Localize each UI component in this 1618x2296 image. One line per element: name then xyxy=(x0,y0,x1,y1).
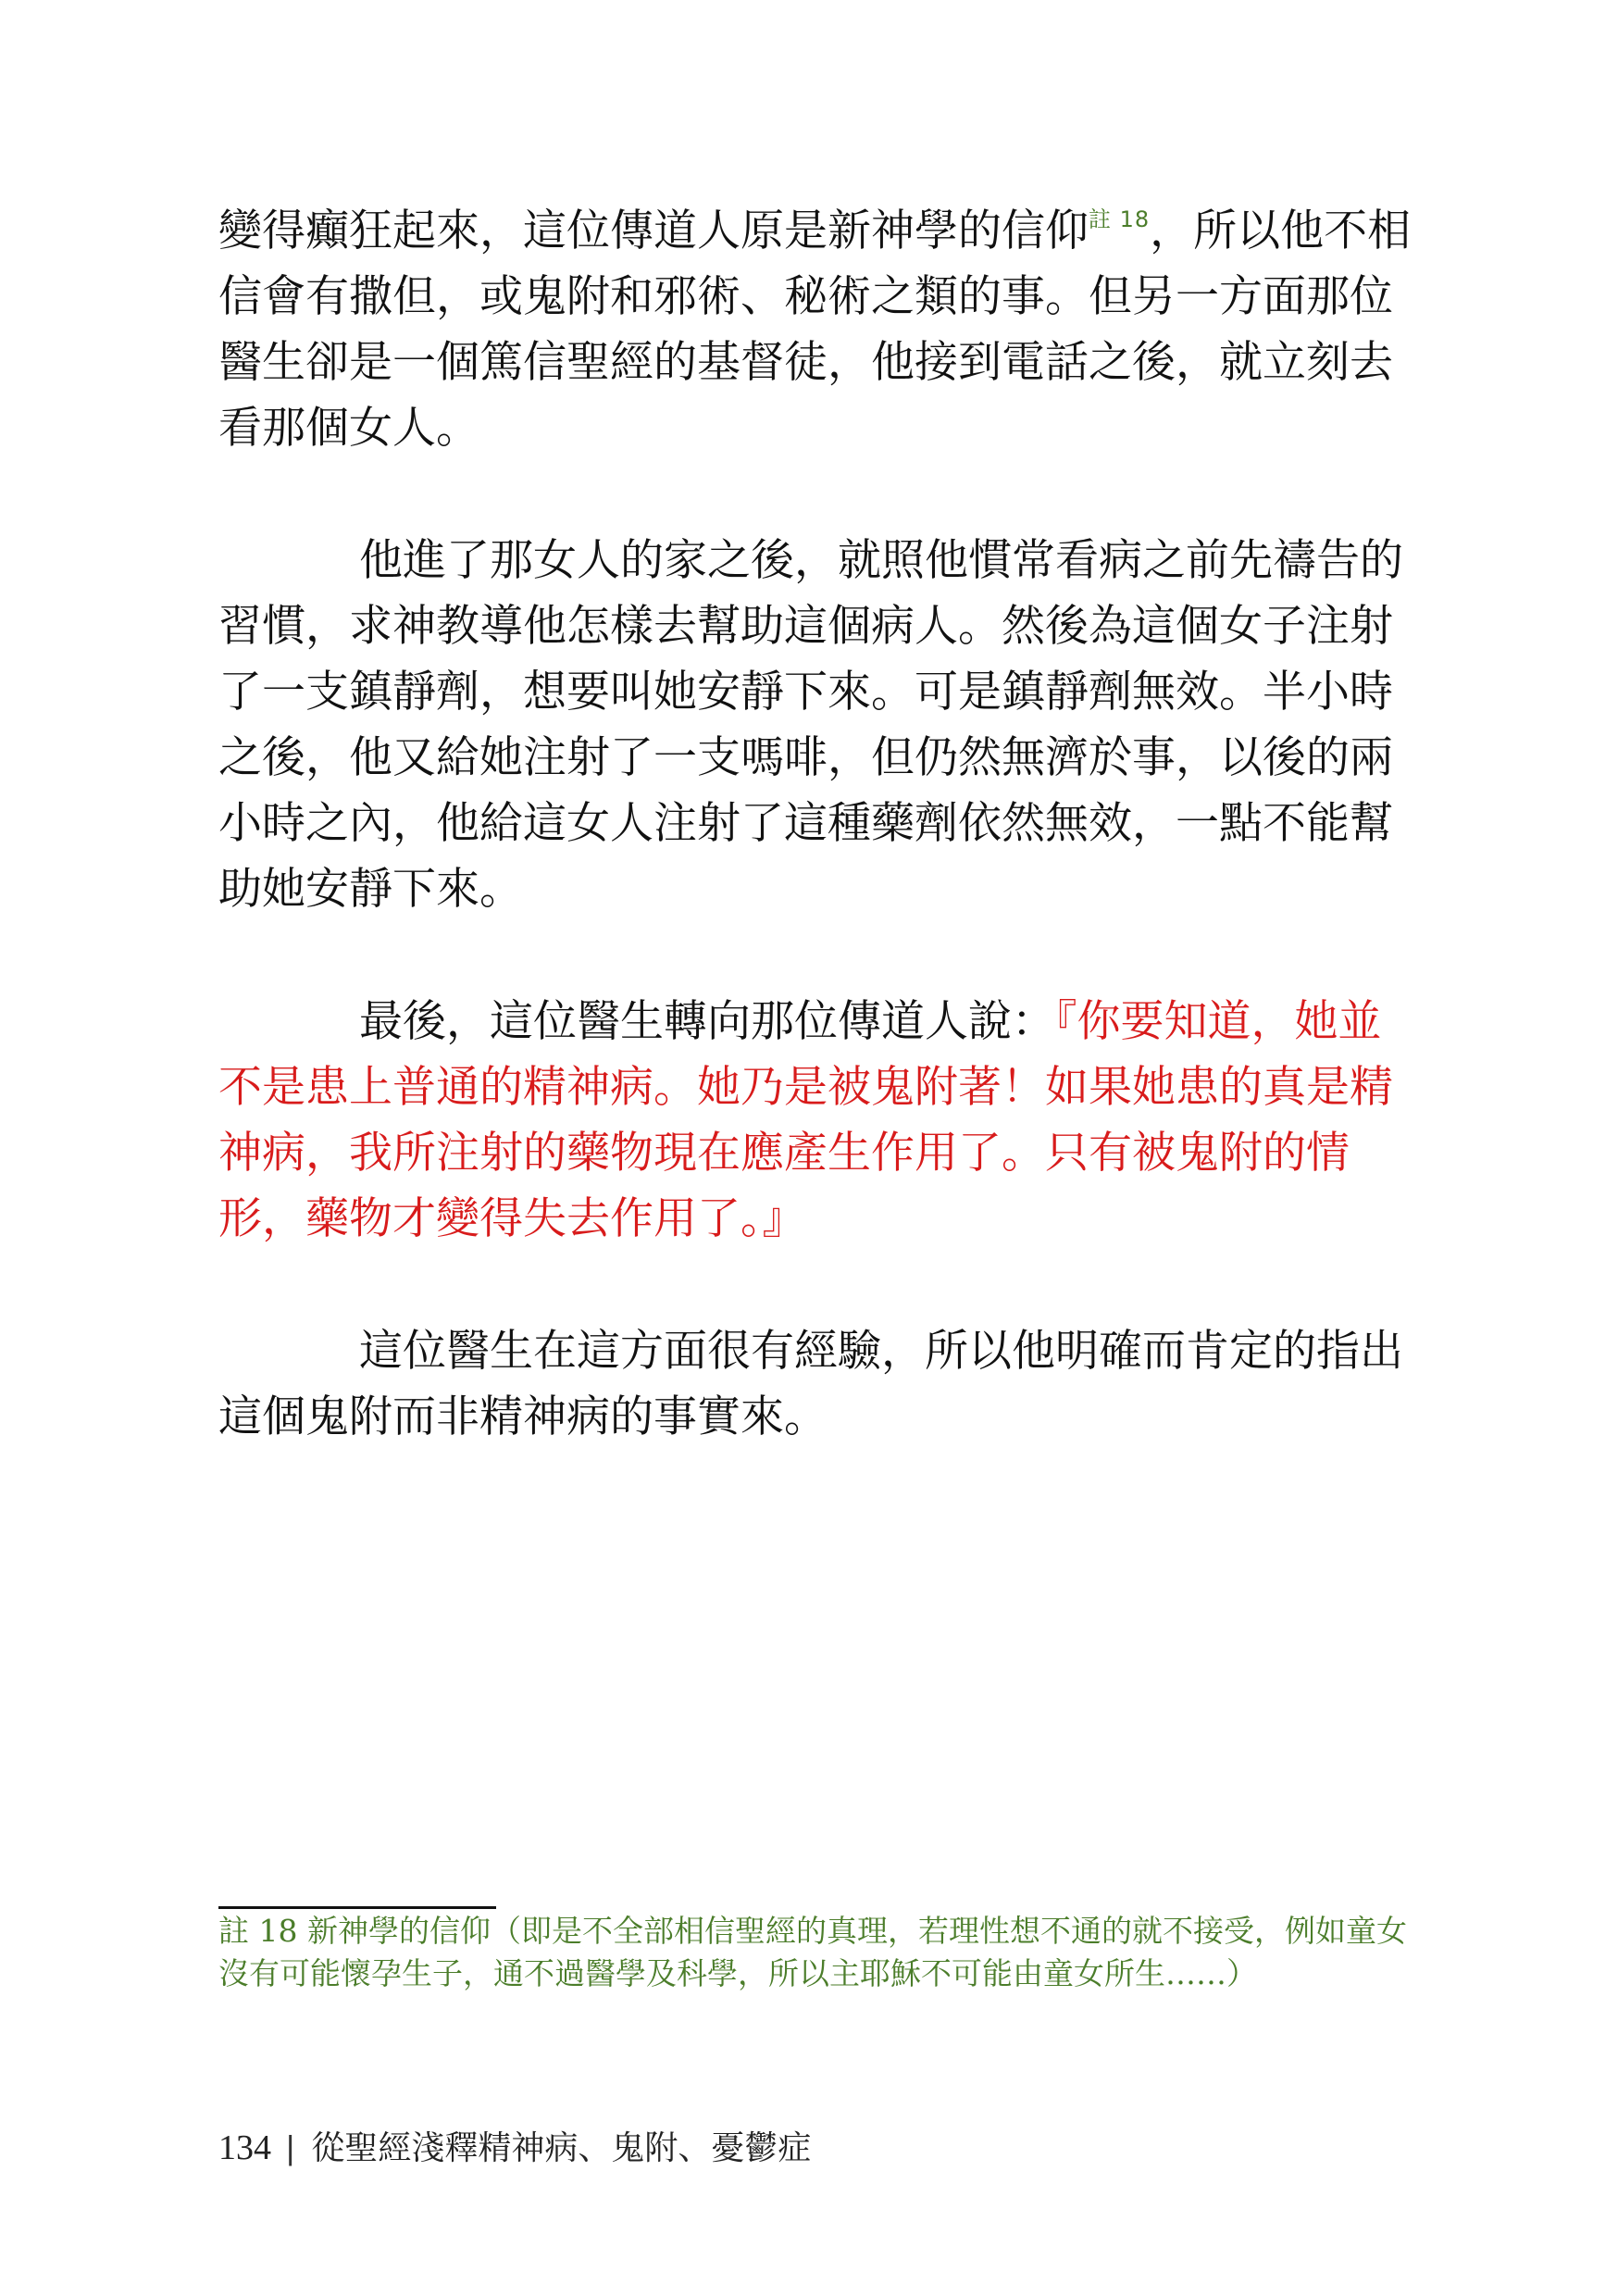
paragraph-1 xyxy=(218,198,1413,461)
paragraph-3 xyxy=(218,989,1413,1252)
paragraph-4: 這位醫生在這方面很有經驗，所以他明確而肯定的指出這個鬼附而非精神病的事實來。 xyxy=(218,1326,1403,1442)
paragraph-1-text-after-ref: ，所以他不相信會有撒但，或鬼附和邪術、秘術之類的事。但另一方面那位醫生卻是一個篤信聖經的基督徒，他接到電話之後，就立刻去看那個女人。 xyxy=(218,206,1412,454)
paragraph-1-text-before-ref: 變得癲狂起來，這位傳道人原是新神學的信仰 xyxy=(218,206,1089,256)
paragraph-2: 他進了那女人的家之後，就照他慣常看病之前先禱告的習慣，求神教導他怎樣去幫助這個病人。然後為這個女子注射了一支鎮靜劑，想要叫她安靜下來。可是鎮靜劑無效。半小時之後，他又給她注射了一支嗎啡，但仍然無濟於事，以後的兩小時之內，他給這女人注射了這種藥劑依然無效，一點不能幫助她安靜下來。 xyxy=(218,535,1403,915)
footer-separator: | xyxy=(286,2128,295,2166)
page-number: 134 xyxy=(218,2128,271,2167)
page-footer xyxy=(218,2127,811,2170)
footnote-18: 註 18 新神學的信仰（即是不全部相信聖經的真理，若理性想不通的就不接受，例如童女沒有可能懷孕生子，通不過醫學及科學，所以主耶穌不可能由童女所生……） xyxy=(218,1913,1407,1991)
book-title: 從聖經淺釋精神病、鬼附、憂鬱症 xyxy=(311,2129,812,2167)
footnote-reference[interactable]: 註 18 xyxy=(1089,206,1151,232)
paragraph-3-lead: 最後，這位醫生轉向那位傳道人說： xyxy=(359,996,1055,1047)
body-text xyxy=(218,198,1413,1516)
doctor-quote: 『你要知道，她並不是患上普通的精神病。她乃是被鬼附著！如果她患的真是精神病，我所注射的藥物現在應產生作用了。只有被鬼附的情形，藥物才變得失去作用了。』 xyxy=(218,996,1393,1244)
footnote-divider xyxy=(218,1906,496,1909)
